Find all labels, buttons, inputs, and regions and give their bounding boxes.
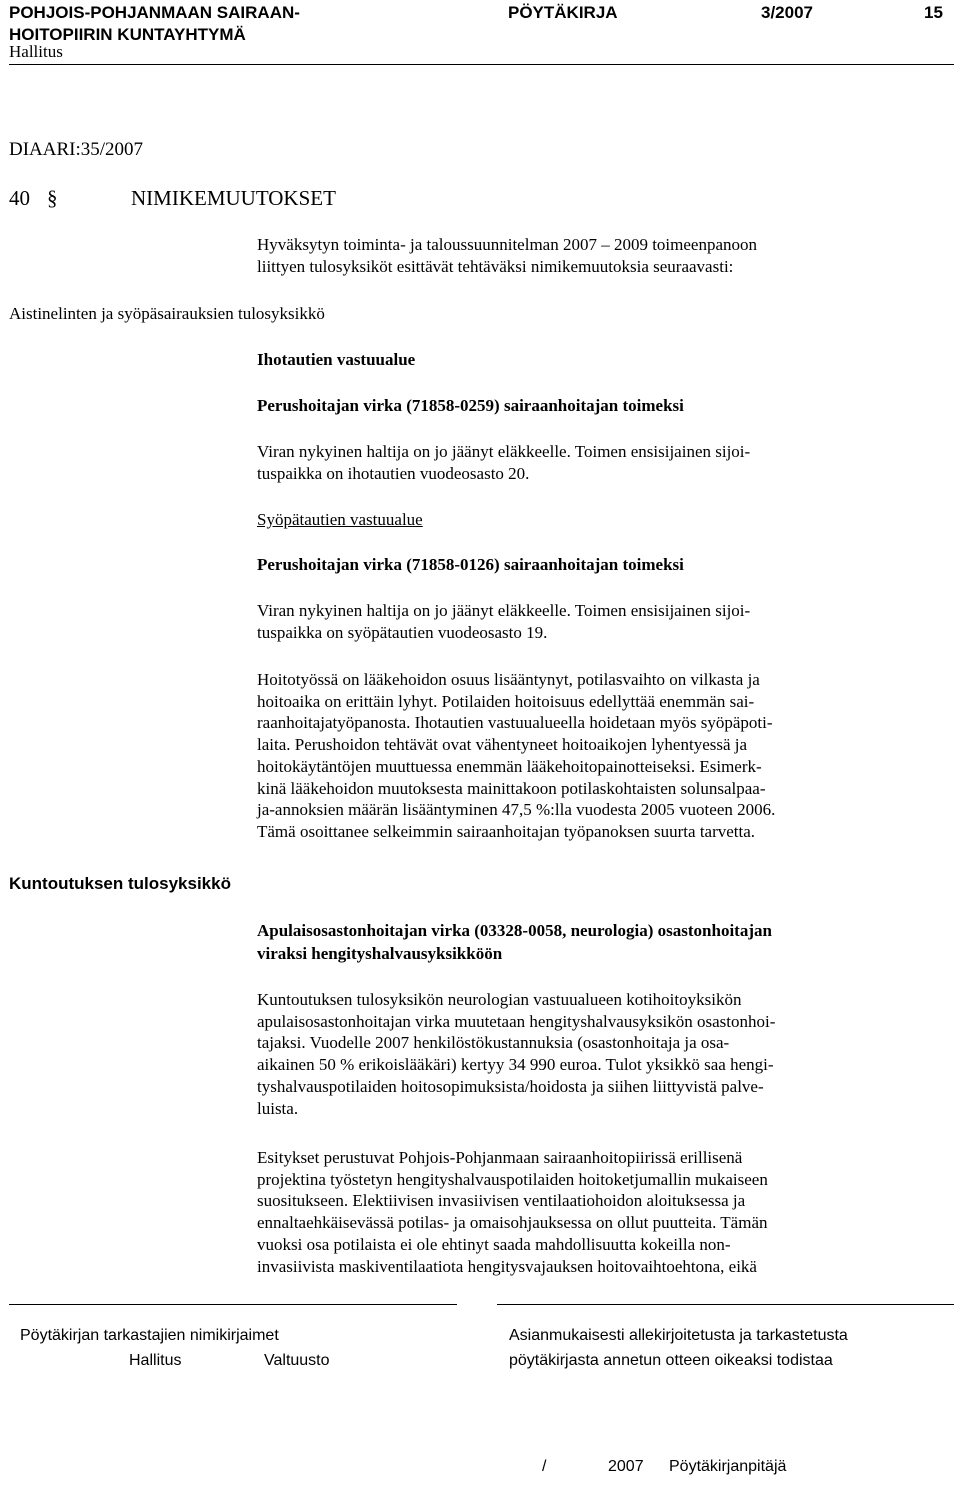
- org-name-line2: HOITOPIIRIN KUNTAYHTYMÄ: [9, 25, 246, 44]
- page-number: 15: [924, 3, 943, 22]
- post-title-71858-0259: Perushoitajan virka (71858-0259) sairaanhoitajan toimeksi: [257, 396, 684, 415]
- text-line: vuoksi osa potilaista ei ole ehtinyt saada mahdollisuutta kokeilla non-: [257, 1234, 731, 1254]
- doc-type: PÖYTÄKIRJA: [508, 3, 618, 22]
- text-line: ja-annoksien määrän lisääntyminen 47,5 %:lla vuodesta 2005 vuoteen 2006.: [257, 800, 776, 820]
- text-line: projektina työstetyn hengityshalvauspotilaiden hoitoketjumallin mukaiseen: [257, 1169, 768, 1189]
- body-name: Hallitus: [9, 42, 63, 61]
- footer-inspectors-title: Pöytäkirjan tarkastajien nimikirjaimet: [20, 1327, 279, 1344]
- text-line: hoitokäytäntöjen muuttuessa enemmän lääkehoitopainotteiseksi. Esimerk-: [257, 756, 762, 776]
- section-title: NIMIKEMUUTOKSET: [131, 186, 336, 210]
- footer-rule-right: [497, 1304, 954, 1305]
- text-line: Viran nykyinen haltija on jo jäänyt eläkkeelle. Toimen ensisijainen sijoi-: [257, 601, 751, 620]
- area2-paragraph: [257, 600, 957, 643]
- text-line: ennaltaehkäisevässä potilas- ja omaisohjauksessa on ollut puutteita. Tämän: [257, 1213, 768, 1233]
- text-line: laita. Perushoidon tehtävät ovat vähentyneet hoitoaikojen lyhentyessä ja: [257, 735, 748, 755]
- text-line: Hoitotyössä on lääkehoidon osuus lisääntynyt, potilasvaihto on vilkasta ja: [257, 670, 760, 689]
- unit-title-aistinelinten: Aistinelinten ja syöpäsairauksien tulosyksikkö: [9, 304, 325, 323]
- intro-paragraph: [257, 234, 957, 277]
- area-title-syopatautien: Syöpätautien vastuualue: [257, 510, 423, 529]
- text-line: Kuntoutuksen tulosyksikön neurologian vastuualueen kotihoitoyksikön: [257, 990, 742, 1009]
- footer-keeper-label: Pöytäkirjanpitäjä: [669, 1458, 787, 1475]
- diaari: DIAARI:35/2007: [9, 139, 144, 160]
- header-rule: [9, 64, 954, 65]
- text-line: tuspaikka on ihotautien vuodeosasto 20.: [257, 463, 530, 483]
- unit2-paragraph-1: [257, 989, 957, 1119]
- section-sign-icon: §: [47, 186, 58, 210]
- text-line: kinä lääkehoidon muutoksesta mainittakoon potilaskohtaisten solunsalpaa-: [257, 778, 766, 798]
- area-title-ihotautien: Ihotautien vastuualue: [257, 350, 416, 369]
- post-title-03328-0058: [257, 919, 957, 965]
- footer-col-valtuusto: Valtuusto: [264, 1352, 330, 1369]
- text-line: apulaisosastonhoitajan virka muutetaan hengityshalvausyksikön osastonhoi-: [257, 1011, 776, 1031]
- text-line: tuspaikka on syöpätautien vuodeosasto 19.: [257, 622, 548, 642]
- text-line: Apulaisosastonhoitajan virka (03328-0058, neurologia) osastonhoitajan: [257, 921, 772, 940]
- footer-date-slash: /: [542, 1458, 547, 1475]
- text-line: invasiivista maskiventilaatiota hengitysvajauksen hoitovaihtoehtona, eikä: [257, 1256, 757, 1276]
- text-line: aikainen 50 % erikoislääkäri) kertyy 34 990 euroa. Tulot yksikkö saa hengi-: [257, 1055, 774, 1075]
- text-line: tyshalvauspotilaiden hoitosopimuksista/hoidosta ja siihen liittyvistä palve-: [257, 1076, 764, 1096]
- text-line: hoitoaika on erittäin lyhyt. Potilaiden hoitoisuus edellyttää enemmän sai-: [257, 691, 755, 711]
- text-line: tajaksi. Vuodelle 2007 henkilöstökustannuksia (osastonhoitaja ja osa-: [257, 1033, 730, 1053]
- text-line: raanhoitajatyöpanosta. Ihotautien vastuualueella hoidetaan myös syöpäpoti-: [257, 713, 773, 733]
- footer-certification-line2: pöytäkirjasta annetun otteen oikeaksi todistaa: [509, 1352, 833, 1369]
- unit2-paragraph-2: [257, 1147, 957, 1277]
- doc-number: 3/2007: [761, 3, 813, 22]
- text-line: luista.: [257, 1098, 299, 1118]
- org-name-line1: POHJOIS-POHJANMAAN SAIRAAN-: [9, 3, 300, 22]
- area1-paragraph: [257, 441, 957, 484]
- justification-paragraph: [257, 669, 957, 843]
- footer-col-hallitus: Hallitus: [129, 1352, 182, 1369]
- footer-rule-left: [9, 1304, 457, 1305]
- footer-year: 2007: [608, 1458, 644, 1475]
- text-line: Hyväksytyn toiminta- ja taloussuunnitelman 2007 – 2009 toimeenpanoon: [257, 235, 758, 254]
- text-line: viraksi hengityshalvausyksikköön: [257, 944, 503, 963]
- text-line: Tämä osoittanee selkeimmin sairaanhoitajan työpanoksen suurta tarvetta.: [257, 821, 756, 841]
- post-title-71858-0126: Perushoitajan virka (71858-0126) sairaanhoitajan toimeksi: [257, 555, 684, 574]
- text-line: Viran nykyinen haltija on jo jäänyt eläkkeelle. Toimen ensisijainen sijoi-: [257, 442, 751, 461]
- unit-title-kuntoutuksen: Kuntoutuksen tulosyksikkö: [9, 874, 231, 893]
- text-line: suositukseen. Elektiivisen invasiivisen ventilaatiohoidon aloituksessa ja: [257, 1191, 746, 1211]
- footer-certification-line1: Asianmukaisesti allekirjoitetusta ja tarkastetusta: [509, 1327, 848, 1344]
- text-line: Esitykset perustuvat Pohjois-Pohjanmaan sairaanhoitopiirissä erillisenä: [257, 1148, 743, 1167]
- section-number: 40: [9, 186, 30, 210]
- text-line: liittyen tulosyksiköt esittävät tehtäväksi nimikemuutoksia seuraavasti:: [257, 256, 734, 276]
